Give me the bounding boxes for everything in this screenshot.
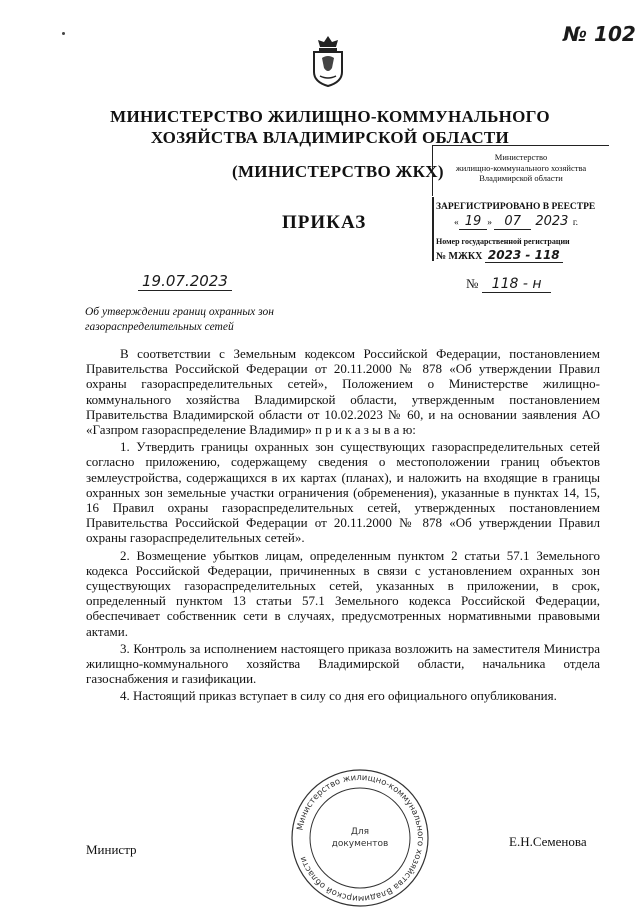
order-title: ПРИКАЗ <box>282 212 367 233</box>
order-body <box>86 346 600 704</box>
order-number-value: 118 - н <box>482 276 552 293</box>
registration-stamp <box>432 145 612 267</box>
corner-handwritten-number: № 102 <box>563 22 636 46</box>
stamp-number-prefix: № МЖКХ <box>436 251 483 262</box>
stamp-line: Владимирской области <box>479 173 563 183</box>
stamp-date-month: 07 <box>494 214 531 230</box>
order-subject: Об утверждении границ охранных зон газораспределительных сетей <box>85 306 274 333</box>
stamp-ministry-block <box>432 145 609 196</box>
body-item-1: 1. Утвердить границы охранных зон существующих газораспределительных сетей согласно приложению, содержащему сведения о местоположении границ объектов землеустройства, содержащихся в их картах (планах), и наложить на входящие в границы охранных зон земельные участки ограничения (обременения), указанные в пунктах 14, 15, 16 Правил охраны газораспределительных сетей, утвержденных постановлением Правительства Российской Федерации от 20.11.2000 № 878 «Об утверждении Правил охраны газораспределительных сетей». <box>86 439 600 546</box>
signer-title: Министр <box>86 842 137 857</box>
stamp-number-label: Номер государственной регистрации <box>436 237 570 246</box>
body-item-3: 3. Контроль за исполнением настоящего приказа возложить на заместителя Министра жилищно-коммунального хозяйства Владимирской области, начальника отдела газоснабжения и газификации. <box>86 640 600 687</box>
order-number-prefix: № <box>466 276 479 291</box>
stamp-line: Министерство <box>494 152 548 162</box>
stamp-date-year: 2023 <box>535 214 569 229</box>
seal-ring-text: Министерство жилищно-коммунального хозяйства Владимирской области <box>295 772 426 904</box>
ministry-title-line2: ХОЗЯЙСТВА ВЛАДИМИРСКОЙ ОБЛАСТИ <box>150 128 510 147</box>
body-preamble: В соответствии с Земельным кодексом Российской Федерации, постановлением Правительства Российской Федерации от 20.11.2000 № 878 «Об утверждении Правил охраны газораспределительных сетей», Положением о Министерстве жилищно-коммунального хозяйства Владимирской области, утвержденным постановлением Правительства Владимирской области от 10.02.2023 № 60, и на основании заявления АО «Газпром газораспределение Владимир» п р и к а з ы в а ю: <box>86 346 600 438</box>
order-date: 19.07.2023 <box>138 272 232 291</box>
stamp-frame-left <box>432 197 434 261</box>
coat-of-arms-emblem <box>308 34 348 88</box>
signer-name: Е.Н.Семенова <box>509 834 587 849</box>
ministry-title-line1: МИНИСТЕРСТВО ЖИЛИЩНО-КОММУНАЛЬНОГО <box>110 107 550 126</box>
body-item-2: 2. Возмещение убытков лицам, определенным пунктом 2 статьи 57.1 Земельного кодекса Российской Федерации, причиненных в связи с установлением охранных зон существующих газораспределительных сетей, указанных в приложении, в срок, определенный пунктом 13 статьи 57.1 Земельного кодекса Российской Федерации, обеспечивает собственник сети в случаях, предусмотренных нормативными правовыми актами. <box>86 547 600 639</box>
body-item-4: 4. Настоящий приказ вступает в силу со дня его официального опубликования. <box>120 688 557 704</box>
seal-center-line2: документов <box>331 839 389 849</box>
ministry-title <box>60 106 600 148</box>
stamp-number-value: 2023 - 118 <box>485 248 563 263</box>
stamp-date-day: 19 <box>459 214 488 230</box>
stamp-date: « 19 » 07 2023 г. <box>454 214 579 229</box>
stamp-line: жилищно-коммунального хозяйства <box>455 162 587 173</box>
order-number <box>466 276 551 292</box>
round-seal <box>290 768 430 908</box>
stamp-number <box>436 248 612 262</box>
stamp-date-suffix: г. <box>572 218 579 228</box>
ministry-short-name: (МИНИСТЕРСТВО ЖКХ) <box>232 162 444 181</box>
seal-center-line1: Для <box>350 827 370 837</box>
stamp-registered-label: ЗАРЕГИСТРИРОВАНО В РЕЕСТРЕ <box>436 202 596 212</box>
scan-dot <box>62 32 65 35</box>
